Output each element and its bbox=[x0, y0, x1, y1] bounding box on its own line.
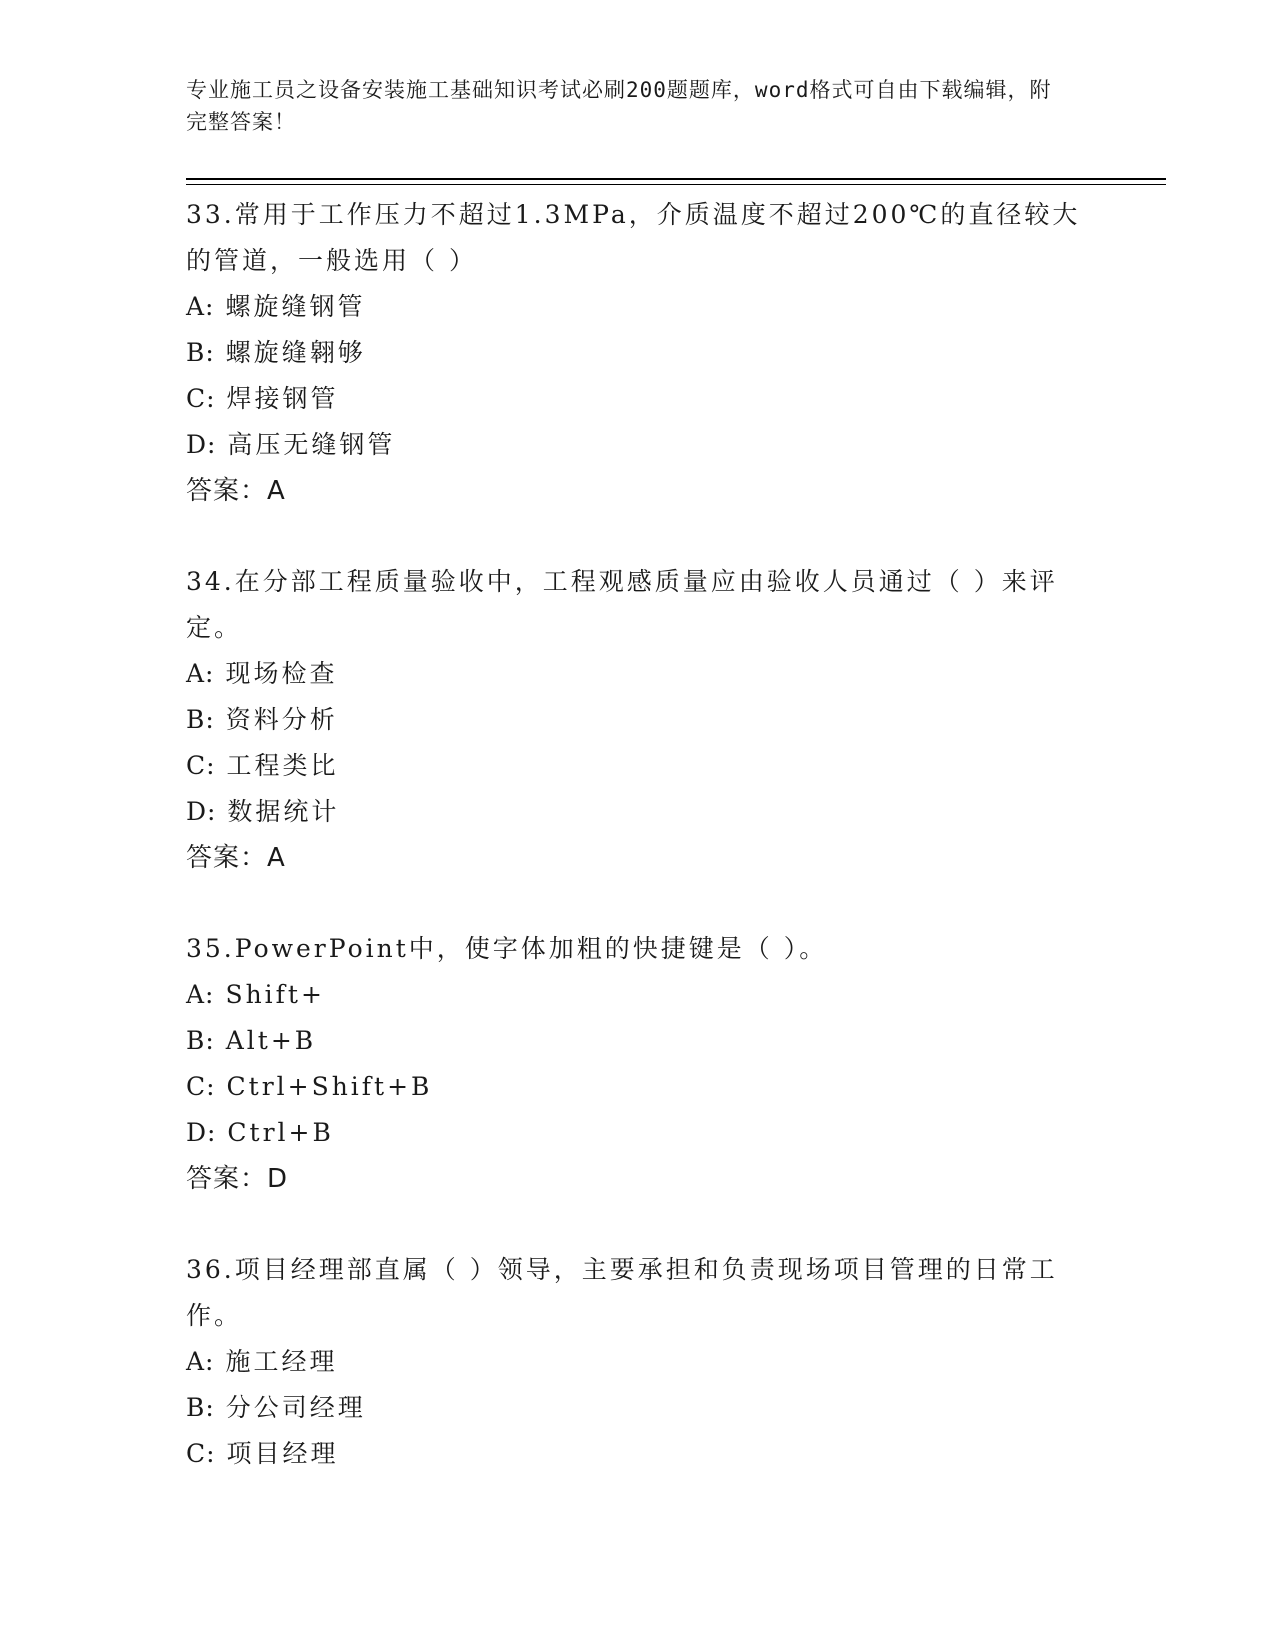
option-a bbox=[186, 972, 1086, 1018]
option-letter: A: bbox=[186, 659, 215, 688]
option-text: Ctrl+B bbox=[227, 1118, 334, 1147]
option-text: 焊接钢管 bbox=[226, 384, 339, 413]
document-header: 专业施工员之设备安装施工基础知识考试必刷200题题库，word格式可自由下载编辑，附完整答案！ bbox=[186, 78, 1052, 134]
option-a bbox=[186, 651, 1086, 697]
option-a bbox=[186, 284, 1086, 330]
option-a bbox=[186, 1339, 1086, 1385]
option-text: Ctrl+Shift+B bbox=[226, 1072, 433, 1101]
option-letter: D: bbox=[186, 430, 217, 459]
header-rule-thin bbox=[186, 184, 1166, 185]
option-text: 高压无缝钢管 bbox=[227, 430, 396, 459]
question-34 bbox=[186, 559, 1086, 881]
option-letter: A: bbox=[186, 1347, 215, 1376]
option-letter: D: bbox=[186, 1118, 217, 1147]
option-c bbox=[186, 1064, 1086, 1110]
option-letter: D: bbox=[186, 797, 217, 826]
option-b bbox=[186, 1018, 1086, 1064]
question-33 bbox=[186, 192, 1086, 514]
answer-line: 答案：A bbox=[186, 476, 286, 506]
option-text: 数据统计 bbox=[227, 797, 340, 826]
option-text: 项目经理 bbox=[226, 1439, 339, 1468]
option-letter: C: bbox=[186, 384, 216, 413]
option-b bbox=[186, 1385, 1086, 1431]
option-d bbox=[186, 1110, 1086, 1156]
answer-line: 答案：D bbox=[186, 1164, 289, 1194]
option-letter: B: bbox=[186, 1393, 215, 1422]
option-text: 施工经理 bbox=[225, 1347, 338, 1376]
answer-line: 答案：A bbox=[186, 843, 286, 873]
question-35 bbox=[186, 926, 1086, 1202]
option-text: Shift+ bbox=[225, 980, 325, 1009]
option-text: 螺旋缝翱够 bbox=[225, 338, 366, 367]
option-text: 资料分析 bbox=[225, 705, 338, 734]
option-b bbox=[186, 697, 1086, 743]
option-letter: A: bbox=[186, 980, 215, 1009]
header-rule-thick bbox=[186, 178, 1166, 180]
option-text: 工程类比 bbox=[226, 751, 339, 780]
question-stem: 33.常用于工作压力不超过1.3MPa，介质温度不超过200℃的直径较大的管道，一般选用（ ） bbox=[186, 200, 1081, 275]
question-stem: 34.在分部工程质量验收中，工程观感质量应由验收人员通过（ ）来评定。 bbox=[186, 567, 1058, 642]
question-36 bbox=[186, 1247, 1086, 1477]
option-letter: B: bbox=[186, 338, 215, 367]
option-letter: C: bbox=[186, 751, 216, 780]
option-letter: B: bbox=[186, 705, 215, 734]
option-text: 分公司经理 bbox=[225, 1393, 366, 1422]
option-c bbox=[186, 743, 1086, 789]
option-b bbox=[186, 330, 1086, 376]
option-text: Alt+B bbox=[225, 1026, 317, 1055]
option-d bbox=[186, 789, 1086, 835]
question-list bbox=[186, 192, 1086, 1522]
option-c bbox=[186, 376, 1086, 422]
option-c bbox=[186, 1431, 1086, 1477]
option-letter: A: bbox=[186, 292, 215, 321]
option-letter: B: bbox=[186, 1026, 215, 1055]
option-d bbox=[186, 422, 1086, 468]
option-text: 现场检查 bbox=[225, 659, 338, 688]
option-text: 螺旋缝钢管 bbox=[225, 292, 366, 321]
question-stem: 35.PowerPoint中，使字体加粗的快捷键是（ ）。 bbox=[186, 934, 828, 963]
question-stem: 36.项目经理部直属（ ）领导，主要承担和负责现场项目管理的日常工作。 bbox=[186, 1255, 1058, 1330]
option-letter: C: bbox=[186, 1072, 216, 1101]
option-letter: C: bbox=[186, 1439, 216, 1468]
